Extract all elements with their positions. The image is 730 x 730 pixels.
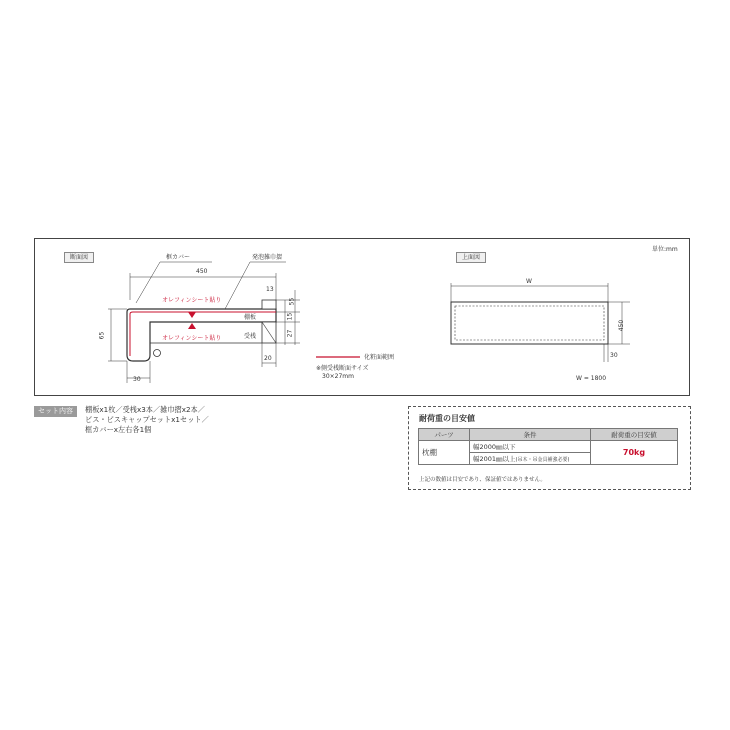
dim-13: 13 bbox=[266, 286, 274, 293]
dim-15: 15 bbox=[286, 312, 294, 321]
bearer-note-line2: 30×27mm bbox=[322, 373, 354, 380]
olefin-bottom-label: オレフィンシート貼り bbox=[162, 335, 222, 342]
load-note: 上記の数値は目安であり、保証値ではありません。 bbox=[419, 477, 546, 483]
header-condition: 条件 bbox=[470, 429, 591, 441]
olefin-top-label: オレフィンシート貼り bbox=[162, 297, 222, 304]
load-value-cell: 70kg bbox=[591, 441, 678, 465]
bearer-note-line1: ※側受桟断面サイズ bbox=[316, 365, 369, 372]
dim-30-section: 30 bbox=[133, 376, 141, 383]
set-contents-list bbox=[85, 405, 209, 436]
dim-450-section: 450 bbox=[196, 268, 208, 275]
frame-cover-label: 框カバー bbox=[166, 254, 191, 261]
top-w-value: W = 1800 bbox=[576, 375, 607, 382]
condition-2-sub: (吊木・吊金具補強必要) bbox=[515, 457, 570, 463]
foam-strip-label: 発泡雑巾摺 bbox=[252, 254, 283, 261]
load-capacity-table bbox=[418, 428, 678, 465]
top-view-tag: 上面図 bbox=[456, 252, 486, 263]
header-load: 耐荷重の目安値 bbox=[591, 429, 678, 441]
top-w-label: W bbox=[526, 278, 532, 285]
set-contents-label: セット内容 bbox=[34, 406, 77, 417]
bearer-label: 受桟 bbox=[244, 333, 257, 340]
set-contents-line: ビス・ビスキャップセットx1セット／ bbox=[85, 415, 209, 425]
set-contents-line: 框カバーx左右各1個 bbox=[85, 425, 152, 435]
condition-cell-2 bbox=[470, 453, 591, 465]
dim-20: 20 bbox=[264, 355, 272, 362]
dim-27: 27 bbox=[286, 329, 294, 338]
unit-label: 単位:mm bbox=[652, 246, 678, 253]
legend-label: 化粧面範囲 bbox=[364, 354, 395, 361]
condition-cell-1: 幅2000㎜以下 bbox=[470, 441, 591, 453]
load-capacity-title: 耐荷重の目安値 bbox=[419, 414, 475, 423]
set-contents-line: 棚板x1枚／受桟x3本／雑巾摺x2本／ bbox=[85, 405, 205, 414]
header-part: パーツ bbox=[419, 429, 470, 441]
load-capacity-box bbox=[408, 406, 691, 490]
top-dim-450: 450 bbox=[618, 319, 626, 332]
section-view-tag: 断面図 bbox=[64, 252, 94, 263]
shelf-board-label: 棚板 bbox=[244, 314, 257, 321]
dim-55: 55 bbox=[288, 297, 296, 306]
condition-2-main: 幅2001㎜以上 bbox=[473, 455, 516, 463]
top-dim-30: 30 bbox=[610, 352, 618, 359]
dim-65: 65 bbox=[98, 331, 106, 340]
part-cell: 枕棚 bbox=[419, 441, 470, 465]
